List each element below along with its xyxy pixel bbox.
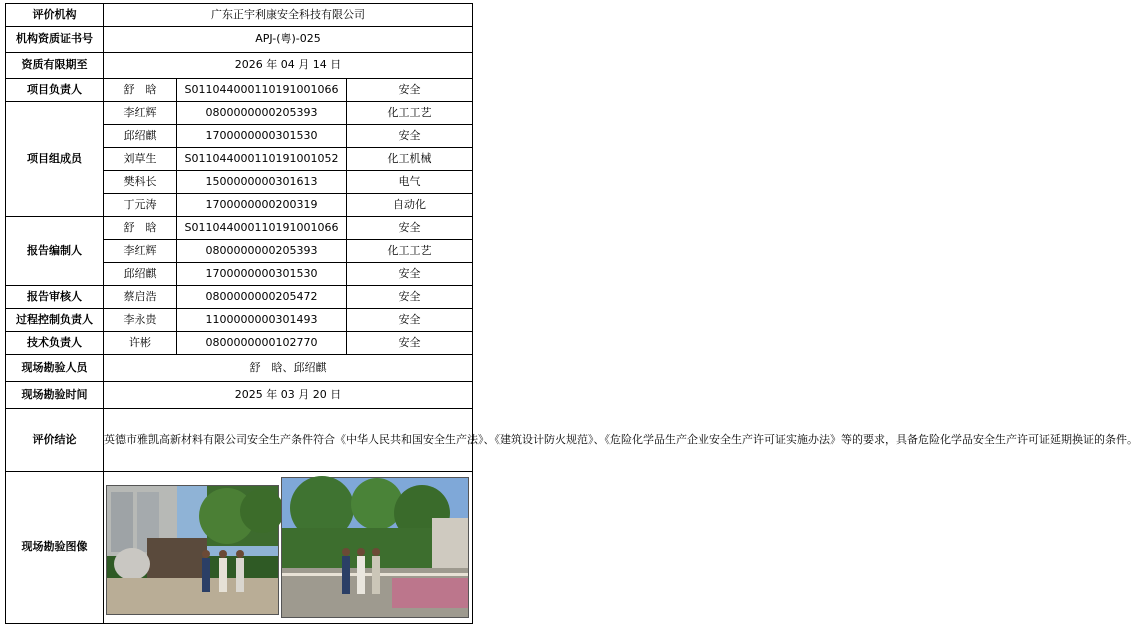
site-photo-1	[106, 485, 279, 615]
writer-field: 安全	[347, 263, 473, 286]
member-field: 化工工艺	[347, 102, 473, 125]
cert-expiry-label: 资质有限期至	[6, 53, 104, 79]
site-survey-staff-value: 舒 晗、邱绍麒	[104, 355, 473, 382]
writer-cert: S011044000110191001066	[177, 217, 347, 240]
writer-name: 邱绍麒	[104, 263, 177, 286]
member-field: 化工机械	[347, 148, 473, 171]
eval-org-value: 广东正宇利康安全科技有限公司	[104, 4, 473, 27]
site-survey-time-label: 现场勘验时间	[6, 382, 104, 409]
member-name: 丁元涛	[104, 194, 177, 217]
reviewer-name: 蔡启浩	[104, 286, 177, 309]
process-control-label: 过程控制负责人	[6, 309, 104, 332]
reviewer-cert: 0800000000205472	[177, 286, 347, 309]
writer-name: 舒 晗	[104, 217, 177, 240]
reviewer-field: 安全	[347, 286, 473, 309]
writer-field: 安全	[347, 217, 473, 240]
site-photo-2	[281, 477, 469, 618]
member-cert: S011044000110191001052	[177, 148, 347, 171]
project-lead-name: 舒 晗	[104, 79, 177, 102]
project-lead-field: 安全	[347, 79, 473, 102]
tech-lead-cert: 0800000000102770	[177, 332, 347, 355]
project-lead-label: 项目负责人	[6, 79, 104, 102]
process-control-cert: 1100000000301493	[177, 309, 347, 332]
member-field: 电气	[347, 171, 473, 194]
reviewer-label: 报告审核人	[6, 286, 104, 309]
process-control-name: 李永贵	[104, 309, 177, 332]
writer-name: 李红辉	[104, 240, 177, 263]
conclusion-label: 评价结论	[6, 409, 104, 472]
member-cert: 1700000000301530	[177, 125, 347, 148]
member-field: 自动化	[347, 194, 473, 217]
tech-lead-label: 技术负责人	[6, 332, 104, 355]
member-name: 刘草生	[104, 148, 177, 171]
member-name: 樊科长	[104, 171, 177, 194]
eval-org-label: 评价机构	[6, 4, 104, 27]
evaluation-info-table	[5, 3, 1138, 624]
site-photos-label: 现场勘验图像	[6, 472, 104, 624]
conclusion-text: 英德市雅凯高新材料有限公司安全生产条件符合《中华人民共和国安全生产法》、《建筑设计防火规范》、《危险化学品生产企业安全生产许可证实施办法》等的要求，具备危险化学品安全生产许可证延期换证的条件。	[104, 409, 473, 472]
site-photo-2-image	[282, 478, 468, 617]
process-control-field: 安全	[347, 309, 473, 332]
cert-no-value: APJ-(粤)-025	[104, 27, 473, 53]
tech-lead-name: 许彬	[104, 332, 177, 355]
member-field: 安全	[347, 125, 473, 148]
report-writers-label: 报告编制人	[6, 217, 104, 286]
project-lead-cert: S011044000110191001066	[177, 79, 347, 102]
site-survey-staff-label: 现场勘验人员	[6, 355, 104, 382]
writer-cert: 0800000000205393	[177, 240, 347, 263]
cert-no-label: 机构资质证书号	[6, 27, 104, 53]
member-cert: 1700000000200319	[177, 194, 347, 217]
writer-field: 化工工艺	[347, 240, 473, 263]
member-name: 李红辉	[104, 102, 177, 125]
members-label: 项目组成员	[6, 102, 104, 217]
tech-lead-field: 安全	[347, 332, 473, 355]
writer-cert: 1700000000301530	[177, 263, 347, 286]
site-photos-cell	[104, 472, 473, 624]
site-survey-time-value: 2025 年 03 月 20 日	[104, 382, 473, 409]
site-photo-1-image	[107, 486, 278, 614]
member-cert: 1500000000301613	[177, 171, 347, 194]
cert-expiry-value: 2026 年 04 月 14 日	[104, 53, 473, 79]
member-name: 邱绍麒	[104, 125, 177, 148]
member-cert: 0800000000205393	[177, 102, 347, 125]
